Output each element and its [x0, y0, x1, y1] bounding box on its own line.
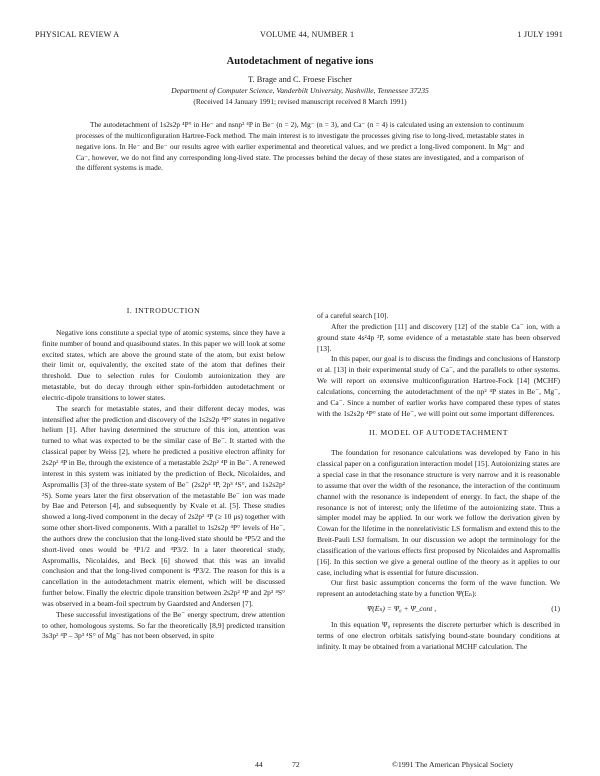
- running-head: [35, 30, 563, 42]
- paragraph: After the prediction [11] and discovery [12] of the stable Ca⁻ ion, with a ground state 4s²4p ²P, some evidence of a metastable state has been observed [13].: [317, 321, 560, 353]
- equation-number: (1): [551, 604, 560, 614]
- section-heading-model: II. MODEL OF AUTODETACHMENT: [368, 428, 508, 438]
- copyright: ©1991 The American Physical Society: [392, 760, 514, 769]
- affiliation: Department of Computer Science, Vanderbilt University, Nashville, Tennessee 37235: [171, 86, 429, 95]
- right-column: [317, 311, 560, 653]
- paragraph: of a careful search [10].: [317, 311, 389, 320]
- equation: [317, 603, 560, 617]
- paragraph: The search for metastable states, and their different decay modes, was intensified after the prediction and discovery of the 1s2s2p ⁴P° states in negative helium [1]. After having determined the structure of this ion, attention was turned to what was expected to be the similar case of Be⁻. It started with the classical paper by Weiss [2], where he predicted a positive electron affinity for 2s2p² ⁴P in Be, through the existence of a metastable 2s2p² ⁴P in Be⁻. A renewed interest in this system was initiated by the prediction of Beck, Nicolaides, and Aspromallis [3] of the three-state system of Be⁻ (2s2p² ⁴P, 2p³ ⁴S°, and 1s2s2p² ²S). Some years later the first observation of the metastable Be⁻ ion was made by Bae and Peterson [4], and subsequently by Kvale et al. [5]. These studies showed a long-lived component in the decay of 2s2p² ⁴P (≥ 10 μs) together with some other short-lived components. With a parallel to 1s2s2p ⁴P° levels of He⁻, the authors drew the conclusion that the long-lived state should be ⁴P5/2 and the short-lived ones would be ⁴P1/2 and ⁴P3/2. In a later theoretical study, Aspromallis, Nicolaides, and Beck [6] showed that this was an invalid conclusion and that the long-lived component is ⁴P3/2. The reason for this is a cancellation in the autodetachment matrix element, which will be discussed further below. Finally the electric dipole transition between 2s2p² ⁴P and 2p³ ⁴S° was observed in a beam-foil spectrum by Gaardsted and Andersen [7].: [42, 403, 285, 608]
- paragraph: The foundation for resonance calculations was developed by Fano in his classical paper on a configuration interaction model [15]. Autoionizing states are a special case in that the resonance structure is very narrow and it is reasonable to assume that over the width of the resonance, the interaction of the continuum channel with the resonance is independent of energy. In fact, the shape of the resonance is not of interest; only the lifetime of the autoionizing state. Thus a simpler model may be applied. In our work we follow the derivation given by Cowan for the lifetime in the nonrelativistic LS formalism and extend this to the Breit-Pauli LSJ formalism. In our discussion we adopt the terminology for the classification of the various effects first proposed by Nicolaides and Aspromallis [16]. In this section we give a general outline of the theory as it applies to our case, including what is essential for future discussion.: [317, 448, 560, 577]
- authors: T. Brage and C. Froese Fischer: [248, 75, 352, 84]
- paragraph: In this paper, our goal is to discuss the findings and conclusions of Hanstorp et al. [13] in their experimental study of Ca⁻, and the parallels to other systems. We will report on extensive multiconfiguration Hartree-Fock [14] (MCHF) calculations, concerning the autodetachment of the np² ⁴P states in Be⁻, Mg⁻, and Ca⁻. Since a number of earlier works have compared these types of states with the 1s2s2p ⁴P° state of He⁻, we will point out some important differences.: [317, 354, 560, 418]
- volume-footer: 44: [255, 760, 263, 769]
- section-heading-introduction: I. INTRODUCTION: [126, 306, 201, 315]
- left-column: [42, 306, 285, 642]
- abstract: The autodetachment of 1s2s2p ⁴P° in He⁻ and nsnp² ⁴P in Be⁻ (n = 2), Mg⁻ (n = 3), and Ca⁻ (n = 4) is calculated using an extension to continuum processes of the multiconfiguration Hartree-Fock method. The main interest is to investigate the processes giving rise to long-lived, metastable states in negative ions. In He⁻ and Be⁻ our results agree with earlier experimental and theoretical values, and we predict a long-lived component. In Mg⁻ and Ca⁻, however, we do not find any corresponding long-lived state. The processes behind the decay of these states are investigated, and a comparison of the different systems is made.: [76, 120, 524, 173]
- received-dates: (Received 14 January 1991; revised manuscript received 8 March 1991): [193, 97, 407, 106]
- paragraph: Negative ions constitute a special type of atomic systems, since they have a finite number of bound and quasibound states. In this paper we will look at some excited states, which are above the ground state of the atom, but exist below their limit or, equivalently, the excited state of the atom that defines their threshold. Due to selection rules for Coulomb autoionization they are metastable, but do decay through either spin-forbidden autodetachment or electric-dipole transitions to lower states.: [42, 327, 285, 402]
- paragraph: In this equation Ψ₀ represents the discrete perturber which is described in terms of one electron orbitals satisfying bound-state boundary conditions at infinity. It may be obtained from a variational MCHF calculation. The: [317, 620, 560, 651]
- equation-body: Ψ(Eₙ) = Ψ₀ + Ψ_cont ,: [367, 604, 437, 614]
- journal-name: PHYSICAL REVIEW A: [35, 30, 120, 39]
- page-number: 72: [292, 760, 300, 769]
- paragraph: Our first basic assumption concerns the form of the wave function. We represent an autodetaching state by a function Ψ(Eₙ):: [317, 578, 560, 599]
- paper-title: Autodetachment of negative ions: [226, 56, 374, 67]
- page-footer: [0, 760, 600, 772]
- issue-date: 1 JULY 1991: [517, 30, 563, 39]
- volume-number: VOLUME 44, NUMBER 1: [260, 30, 355, 39]
- paragraph: These successful investigations of the Be⁻ energy spectrum, drew attention to other, homologous systems. So far the theoretically [8,9] predicted transition 3s3p² ⁴P – 3p³ ⁴S° of Mg⁻ has not been observed, in spite: [42, 609, 285, 641]
